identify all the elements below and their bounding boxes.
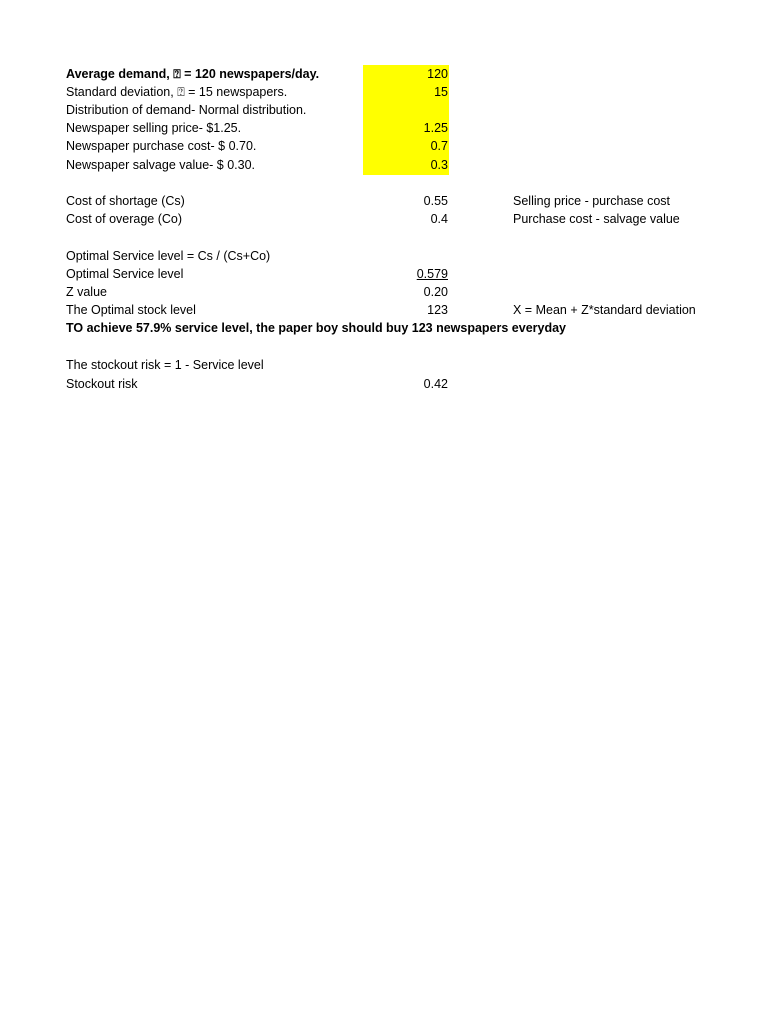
service-formula-label: Optimal Service level = Cs / (Cs+Co) (66, 249, 271, 263)
avg-demand-value: 120 (427, 67, 448, 81)
overage-cost-note: Purchase cost - salvage value (513, 212, 680, 226)
stockout-risk-value: 0.42 (423, 377, 448, 391)
overage-cost-value: 0.4 (430, 212, 448, 226)
service-level-label: Optimal Service level (66, 267, 184, 281)
optimal-stock-row (0, 301, 768, 319)
service-level-value: 0.579 (416, 267, 448, 281)
stockout-risk-label: Stockout risk (66, 377, 138, 391)
stockout-formula-row (0, 356, 768, 374)
overage-cost-label: Cost of overage (Co) (66, 212, 183, 226)
purchase-cost-label: Newspaper purchase cost- $ 0.70. (66, 139, 257, 153)
z-value-value: 0.20 (423, 285, 448, 299)
shortage-cost-row (0, 192, 768, 210)
selling-price-label: Newspaper selling price- $1.25. (66, 121, 242, 135)
purchase-cost-value: 0.7 (430, 139, 448, 153)
selling-price-row (0, 119, 768, 137)
z-value-row (0, 283, 768, 301)
z-value-label: Z value (66, 285, 107, 299)
salvage-value-row (0, 156, 768, 174)
optimal-stock-label: The Optimal stock level (66, 303, 196, 317)
distribution-label: Distribution of demand- Normal distribution. (66, 103, 307, 117)
optimal-stock-value: 123 (427, 303, 448, 317)
conclusion-text: TO achieve 57.9% service level, the paper boy should buy 123 newspapers everyday (66, 321, 567, 335)
shortage-cost-value: 0.55 (423, 194, 448, 208)
service-formula-row (0, 247, 768, 265)
selling-price-value: 1.25 (423, 121, 448, 135)
shortage-cost-note: Selling price - purchase cost (513, 194, 671, 208)
std-dev-row (0, 83, 768, 101)
service-level-value-cell (363, 265, 448, 283)
stockout-risk-row (0, 375, 768, 393)
stockout-formula-label: The stockout risk = 1 - Service level (66, 358, 264, 372)
distribution-row (0, 101, 768, 119)
avg-demand-label: Average demand, ⍰ = 120 newspapers/day. (66, 67, 320, 81)
overage-cost-row (0, 210, 768, 228)
purchase-cost-row (0, 137, 768, 155)
avg-demand-row (0, 65, 768, 83)
conclusion-row (0, 319, 768, 337)
salvage-value-label: Newspaper salvage value- $ 0.30. (66, 158, 256, 172)
salvage-value-value: 0.3 (430, 158, 448, 172)
std-dev-value: 15 (434, 85, 448, 99)
shortage-cost-label: Cost of shortage (Cs) (66, 194, 185, 208)
optimal-stock-note: X = Mean + Z*standard deviation (513, 303, 696, 317)
service-level-row (0, 265, 768, 283)
std-dev-label: Standard deviation, ⍰ = 15 newspapers. (66, 85, 288, 99)
